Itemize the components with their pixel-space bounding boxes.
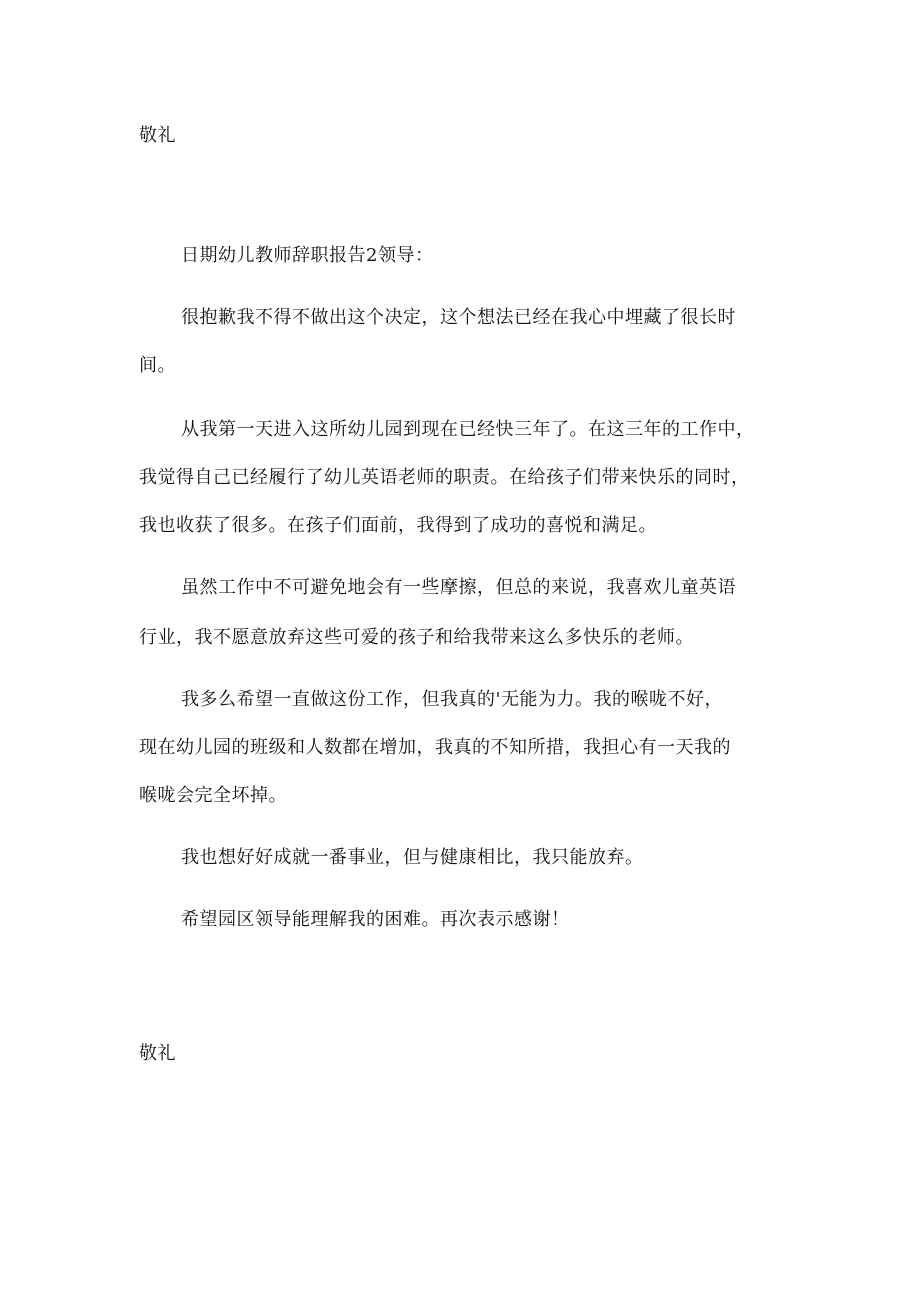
paragraph-2-line-3: 我也收获了很多。在孩子们面前，我得到了成功的喜悦和满足。: [139, 515, 657, 536]
closing-salutation-bottom: 敬礼: [139, 1043, 176, 1064]
paragraph-3-line-2: 行业，我不愿意放弃这些可爱的孩子和给我带来这么多快乐的老师。: [139, 627, 694, 648]
paragraph-2-line-1: 从我第一天进入这所幼儿园到现在已经快三年了。在这三年的工作中，: [181, 419, 755, 440]
paragraph-4-line-3: 喉咙会完全坏掉。: [139, 785, 287, 806]
paragraph-3-line-1: 虽然工作中不可避免地会有一些摩擦，但总的来说，我喜欢儿童英语: [181, 577, 736, 598]
paragraph-6-line-1: 希望园区领导能理解我的困难。再次表示感谢！: [181, 909, 570, 930]
paragraph-4-line-2: 现在幼儿园的班级和人数都在增加，我真的不知所措，我担心有一天我的: [139, 737, 731, 758]
paragraph-4-line-1: 我多么希望一直做这份工作，但我真的'无能为力。我的喉咙不好，: [181, 689, 723, 710]
paragraph-2-line-2: 我觉得自己已经履行了幼儿英语老师的职责。在给孩子们带来快乐的同时，: [139, 467, 750, 488]
paragraph-1-line-2: 间。: [139, 355, 176, 376]
paragraph-1-line-1: 很抱歉我不得不做出这个决定，这个想法已经在我心中埋藏了很长时: [181, 307, 736, 328]
letter-heading: 日期幼儿教师辞职报告2领导：: [181, 245, 434, 266]
closing-salutation-top: 敬礼: [139, 125, 176, 146]
paragraph-5-line-1: 我也想好好成就一番事业，但与健康相比，我只能放弃。: [181, 847, 644, 868]
